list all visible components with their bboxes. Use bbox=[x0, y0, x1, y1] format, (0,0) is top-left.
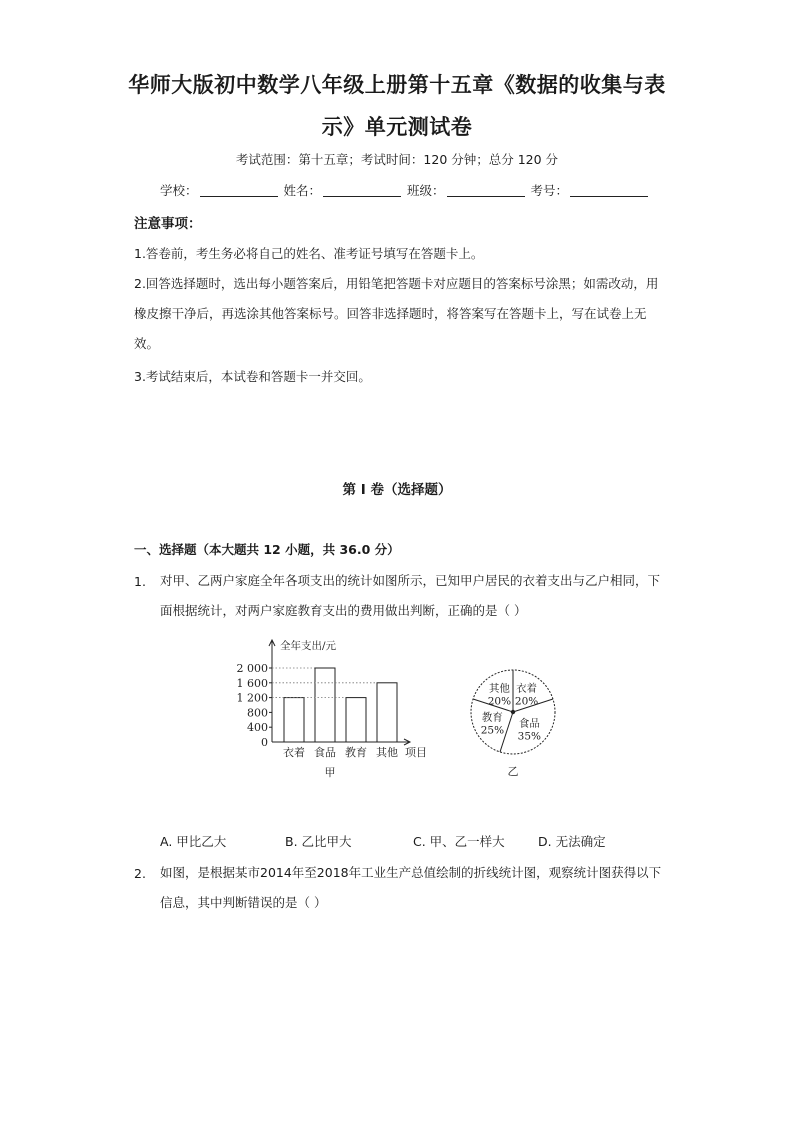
exam-title-line-2: 示》单元测试卷 bbox=[321, 114, 473, 139]
option-d[interactable]: D. 无法确定 bbox=[538, 834, 606, 849]
x-axis-label: 项目 bbox=[405, 746, 427, 759]
pie-chart-title: 乙 bbox=[507, 765, 519, 778]
exam-title-line-1: 华师大版初中数学八年级上册第十五章《数据的收集与表 bbox=[128, 72, 666, 97]
option-c[interactable]: C. 甲、乙一样大 bbox=[413, 834, 505, 849]
bar-4 bbox=[377, 683, 397, 742]
notice-item-2: 2.回答选择题时，选出每小题答案后，用铅笔把答题卡对应题目的答案标号涂黑；如需改动，用橡皮擦干净后，再选涂其他答案标号。回答非选择题时，将答案写在答题卡上，写在试卷上无效。 bbox=[134, 276, 659, 351]
bar-3 bbox=[346, 698, 366, 742]
notice-title: 注意事项： bbox=[134, 216, 202, 232]
section-title: 第 I 卷（选择题） bbox=[342, 482, 452, 498]
number-blank[interactable] bbox=[570, 184, 648, 197]
y-tick-label: 0 bbox=[261, 736, 268, 749]
bar-2 bbox=[315, 668, 335, 742]
name-blank[interactable] bbox=[323, 184, 401, 197]
question-1-number: 1. bbox=[134, 574, 146, 589]
y-tick-label: 1 200 bbox=[236, 691, 268, 705]
question-1-options bbox=[160, 832, 606, 850]
bar-chart-title: 甲 bbox=[324, 766, 336, 779]
slice-label-3: 教育 bbox=[481, 711, 503, 724]
slice-value-1: 20% bbox=[514, 695, 539, 708]
y-tick-label: 2 000 bbox=[236, 662, 268, 675]
y-tick-label: 800 bbox=[247, 706, 268, 720]
bar-chart-jia bbox=[230, 632, 450, 782]
option-b[interactable]: B. 乙比甲大 bbox=[285, 834, 352, 849]
part-title: 一、选择题（本大题共 12 小题，共 36.0 分） bbox=[134, 542, 400, 557]
x-tick-label: 食品 bbox=[314, 746, 336, 759]
exam-title bbox=[100, 64, 694, 148]
y-axis-label: 全年支出/元 bbox=[280, 640, 337, 652]
exam-info: 考试范围：第十五章；考试时间：120 分钟；总分 120 分 bbox=[235, 152, 559, 167]
y-tick-label: 1 600 bbox=[236, 676, 268, 690]
option-a[interactable]: A. 甲比乙大 bbox=[160, 834, 227, 849]
pie-chart-yi bbox=[455, 660, 575, 782]
class-label: 班级： bbox=[407, 183, 445, 198]
slice-label-1: 衣着 bbox=[516, 682, 538, 695]
pie-center bbox=[511, 710, 515, 714]
slice-value-3: 25% bbox=[480, 724, 505, 737]
slice-label-4: 其他 bbox=[488, 682, 510, 695]
question-2-number: 2. bbox=[134, 866, 146, 881]
question-1-text: 对甲、乙两户家庭全年各项支出的统计如图所示，已知甲户居民的衣着支出与乙户相同，下面根据统计，对两户家庭教育支出的费用做出判断，正确的是（ ） bbox=[160, 573, 661, 618]
bar-1 bbox=[284, 698, 304, 742]
notice-item-3: 3.考试结束后，本试卷和答题卡一并交回。 bbox=[134, 369, 371, 384]
school-label: 学校： bbox=[160, 183, 198, 198]
y-tick-label: 400 bbox=[247, 721, 268, 735]
slice-value-2: 35% bbox=[517, 730, 542, 743]
school-blank[interactable] bbox=[200, 184, 278, 197]
x-tick-label: 其他 bbox=[376, 746, 398, 759]
x-tick-label: 衣着 bbox=[283, 746, 305, 759]
x-tick-label: 教育 bbox=[345, 746, 367, 759]
slice-label-2: 食品 bbox=[518, 717, 540, 730]
slice-value-4: 20% bbox=[487, 695, 512, 708]
class-blank[interactable] bbox=[447, 184, 525, 197]
notice-item-1: 1.答卷前，考生务必将自己的姓名、准考证号填写在答题卡上。 bbox=[134, 246, 484, 261]
student-info-fields bbox=[160, 181, 650, 199]
name-label: 姓名： bbox=[283, 183, 322, 198]
number-label: 考号： bbox=[530, 183, 569, 198]
question-2-text: 如图，是根据某市2014年至2018年工业生产总值绘制的折线统计图，观察统计图获得以下信息，其中判断错误的是（ ） bbox=[160, 865, 662, 910]
